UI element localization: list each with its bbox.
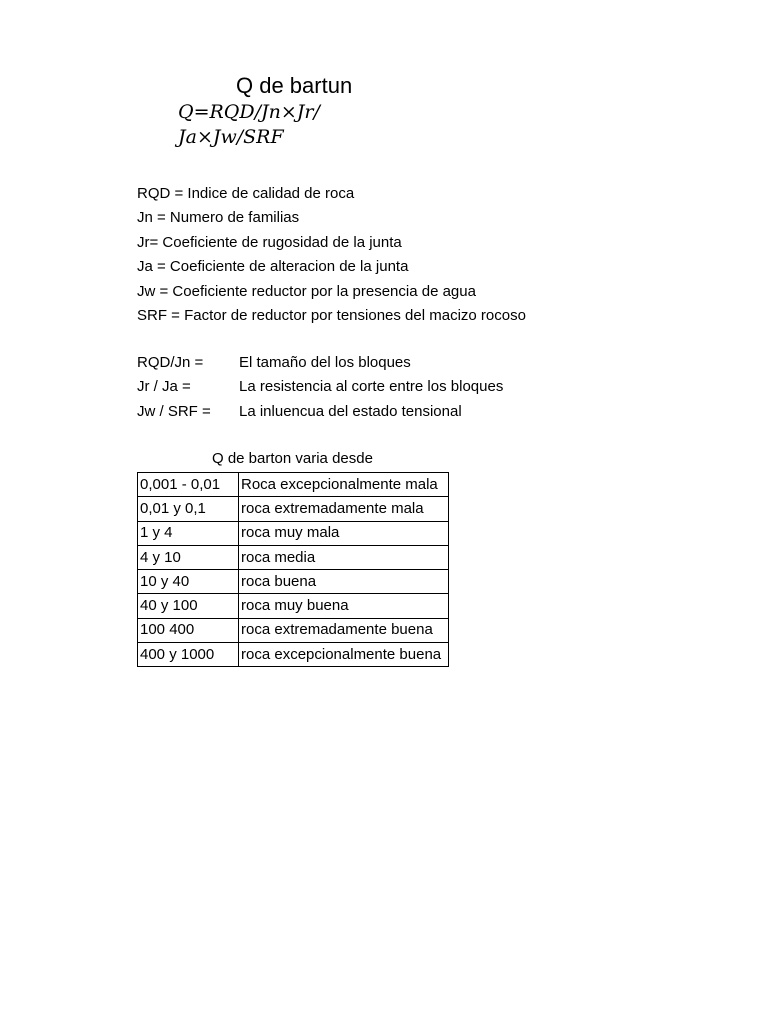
quality-cell: roca extremadamente mala: [239, 497, 449, 521]
ratio-meaning: El tamaño del los bloques: [239, 354, 411, 371]
range-cell: 1 y 4: [138, 521, 239, 545]
range-cell: 4 y 10: [138, 545, 239, 569]
quality-cell: roca buena: [239, 570, 449, 594]
ratio-meaning: La resistencia al corte entre los bloques: [239, 378, 504, 396]
page-title: Q de bartun: [236, 73, 353, 98]
table-row: [138, 545, 449, 569]
quality-cell: roca excepcionalmente buena: [239, 643, 449, 667]
definition-jr: Jr= Coeficiente de rugosidad de la junta: [137, 233, 402, 251]
table-caption: Q de barton varia desde: [212, 450, 373, 467]
formula-line-1: Q=RQD/Jn×Jr/: [178, 101, 320, 123]
quality-cell: roca extremadamente buena: [239, 618, 449, 642]
definition-ja: Ja = Coeficiente de alteracion de la junta: [137, 258, 409, 276]
quality-cell: roca muy buena: [239, 594, 449, 618]
table-row: [138, 521, 449, 545]
table-row: [138, 497, 449, 521]
range-cell: 0,01 y 0,1: [138, 497, 239, 521]
range-cell: 10 y 40: [138, 570, 239, 594]
definition-jw: Jw = Coeficiente reductor por la presencia de agua: [137, 282, 476, 300]
formula-line-2: Ja×Jw/SRF: [178, 126, 284, 148]
definition-jn: Jn = Numero de familias: [137, 209, 300, 227]
range-cell: 0,001 - 0,01: [138, 473, 239, 497]
quality-cell: roca media: [239, 545, 449, 569]
table-row: [138, 618, 449, 642]
table-row: [138, 643, 449, 667]
table-row: [138, 594, 449, 618]
range-cell: 40 y 100: [138, 594, 239, 618]
table-row: [138, 473, 449, 497]
definition-rqd: RQD = Indice de calidad de roca: [137, 185, 355, 202]
definition-srf: SRF = Factor de reductor por tensiones del macizo rocoso: [137, 306, 526, 324]
table-row: [138, 570, 449, 594]
quality-cell: Roca excepcionalmente mala: [239, 473, 449, 497]
q-formula: [178, 100, 320, 150]
ratio-meaning: La inluencua del estado tensional: [239, 402, 462, 420]
ratio-term: Jr / Ja =: [137, 378, 191, 396]
ratio-term: RQD/Jn =: [137, 354, 204, 371]
definitions-list: [137, 182, 526, 328]
range-cell: 400 y 1000: [138, 643, 239, 667]
quality-cell: roca muy mala: [239, 521, 449, 545]
q-range-table: [137, 472, 449, 667]
ratio-term: Jw / SRF =: [137, 402, 211, 420]
range-cell: 100 400: [138, 618, 239, 642]
